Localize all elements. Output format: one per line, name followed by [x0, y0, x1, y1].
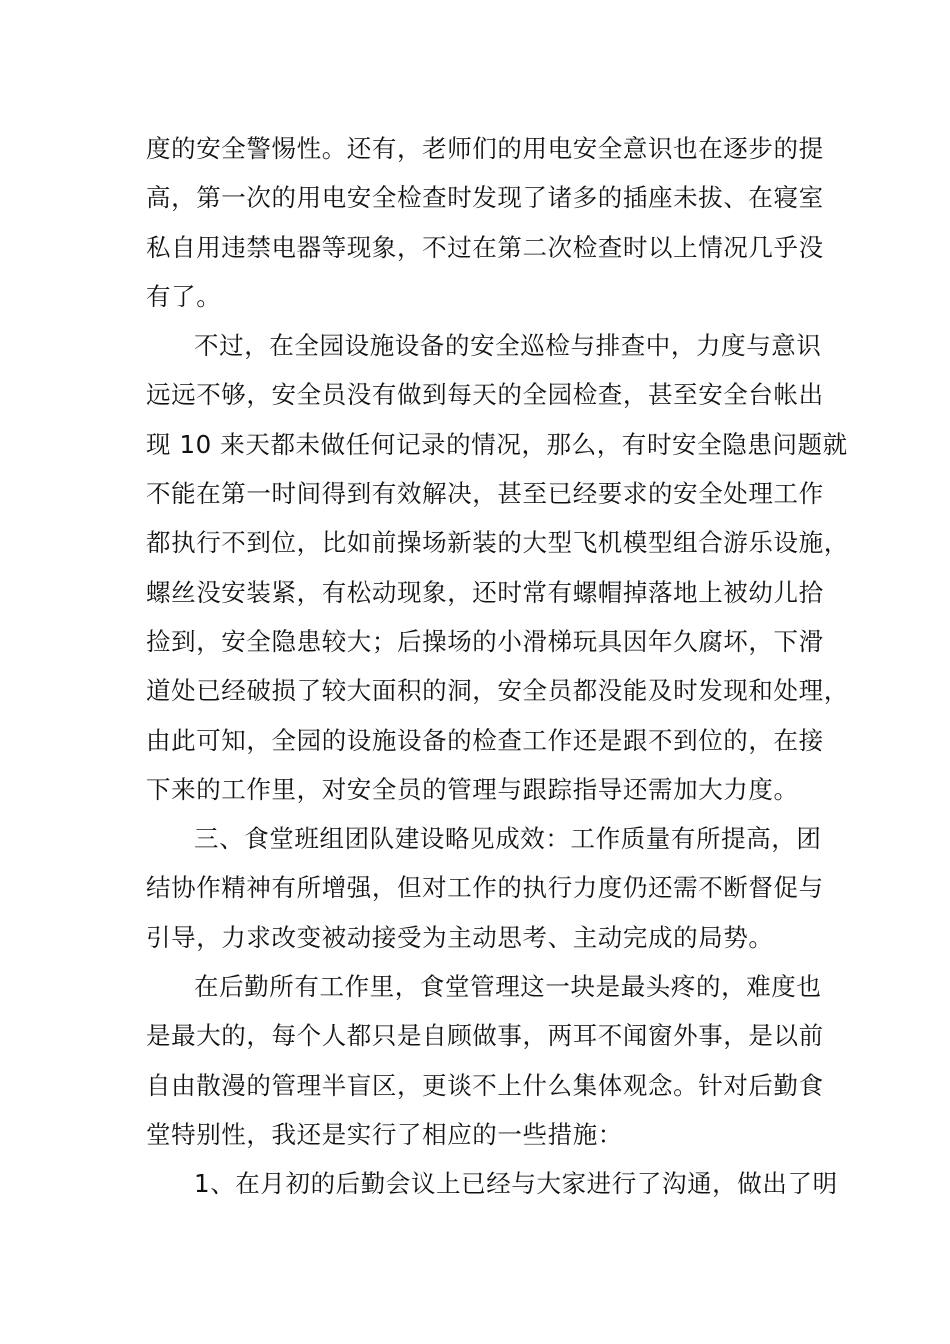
text-line: 度的安全警惕性。还有，老师们的用电安全意识也在逐步的提 [146, 134, 824, 163]
paragraph-first-line: 在后勤所有工作里，食堂管理这一块是最头疼的，难度也 [194, 972, 822, 1002]
text-line: 结协作精神有所增强，但对工作的执行力度仍还需不断督促与 [146, 873, 824, 903]
text-line: 引导，力求改变被动接受为主动思考、主动完成的局势。 [146, 922, 774, 952]
text-line: 下来的工作里，对安全员的管理与跟踪指导还需加大力度。 [146, 774, 799, 804]
text-line: 自由散漫的管理半盲区，更谈不上什么集体观念。针对后勤食 [146, 1070, 824, 1100]
paragraph-first-line: 三、食堂班组团队建设略见成效：工作质量有所提高，团 [194, 824, 822, 854]
document-body [146, 124, 849, 1209]
text-line: 有了。 [146, 281, 222, 311]
text-line: 堂特别性，我还是实行了相应的一些措施： [146, 1119, 623, 1149]
text-line: 现 10 来天都未做任何记录的情况，那么，有时安全隐患问题就 [146, 429, 848, 459]
text-line: 高，第一次的用电安全检查时发现了诸多的插座未拔、在寝室 [146, 183, 824, 213]
paragraph-first-line: 1、在月初的后勤会议上已经与大家进行了沟通，做出了明 [194, 1169, 838, 1199]
text-line: 远远不够，安全员没有做到每天的全园检查，甚至安全台帐出 [146, 380, 824, 410]
text-line: 道处已经破损了较大面积的洞，安全员都没能及时发现和处理， [146, 676, 849, 706]
text-line: 捡到，安全隐患较大；后操场的小滑梯玩具因年久腐坏，下滑 [146, 626, 824, 656]
text-line: 螺丝没安装紧，有松动现象，还时常有螺帽掉落地上被幼儿拾 [146, 577, 824, 607]
paragraph-first-line: 不过，在全园设施设备的安全巡检与排查中，力度与意识 [194, 331, 822, 361]
text-line: 由此可知，全园的设施设备的检查工作还是跟不到位的，在接 [146, 725, 824, 755]
text-line: 都执行不到位，比如前操场新装的大型飞机模型组合游乐设施， [146, 528, 849, 558]
text-line: 私自用违禁电器等现象，不过在第二次检查时以上情况几乎没 [146, 232, 824, 262]
text-line: 是最大的，每个人都只是自顾做事，两耳不闻窗外事，是以前 [146, 1021, 824, 1051]
text-line: 不能在第一时间得到有效解决，甚至已经要求的安全处理工作 [146, 479, 824, 509]
